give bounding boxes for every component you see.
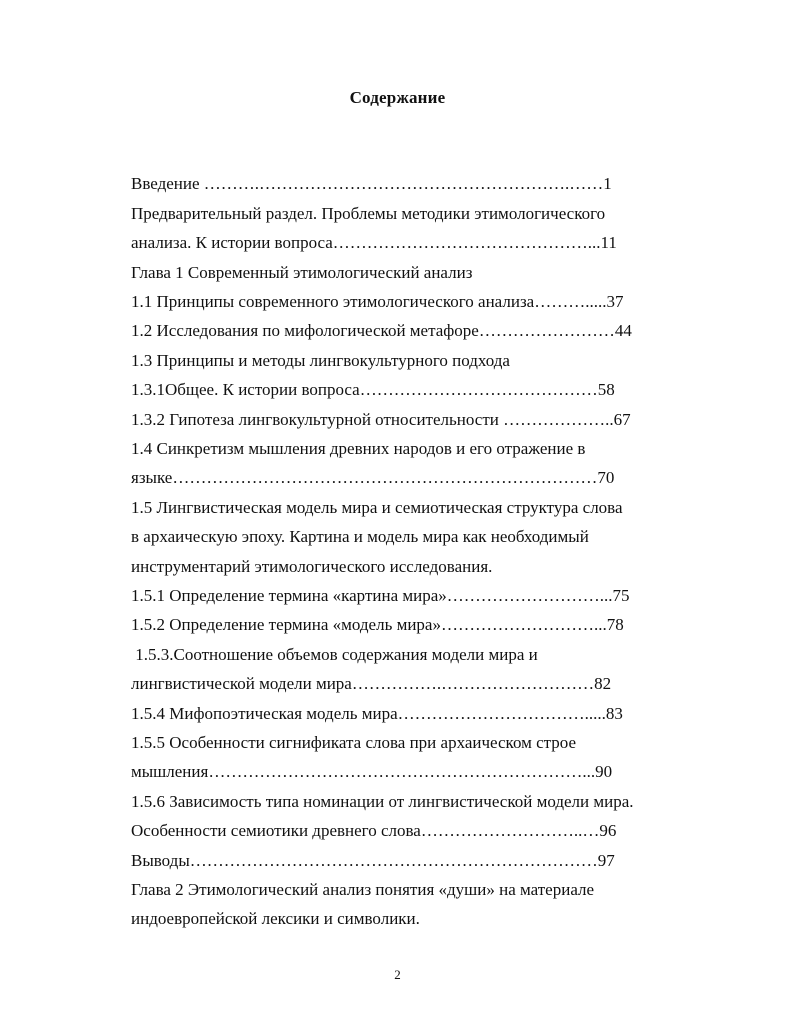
page-title: Содержание bbox=[349, 88, 446, 107]
toc-line-1-5-6-b: Особенности семиотики древнего слова………………………..…96 bbox=[131, 821, 617, 840]
toc-line-1-5-3-b: лингвистической модели мира…………….………………………82 bbox=[131, 674, 612, 693]
toc-line-introduction: Введение ……….……………………………………………….……1 bbox=[131, 174, 612, 193]
toc-line-1-5-b: в архаическую эпоху. Картина и модель мира как необходимый bbox=[131, 527, 589, 546]
toc-line-1-5-a: 1.5 Лингвистическая модель мира и семиотическая структура слова bbox=[131, 498, 623, 517]
toc-line-1-5-2: 1.5.2 Определение термина «модель мира»………………………...78 bbox=[131, 615, 624, 634]
toc-line-1-1: 1.1 Принципы современного этимологического анализа……….....37 bbox=[131, 292, 624, 311]
toc-line-1-5-5-a: 1.5.5 Особенности сигнификата слова при архаическом строе bbox=[131, 733, 577, 752]
toc-line-1-5-c: инструментарий этимологического исследования. bbox=[131, 557, 493, 576]
toc-line-1-5-1: 1.5.1 Определение термина «картина мира»………………………...75 bbox=[131, 586, 630, 605]
toc-line-1-5-6-a: 1.5.6 Зависимость типа номинации от лингвистической модели мира. bbox=[131, 792, 634, 811]
toc-line-1-2: 1.2 Исследования по мифологической метафоре……………………44 bbox=[131, 321, 632, 340]
toc-line-preliminary-2: анализа. К истории вопроса………………………………………...11 bbox=[131, 233, 617, 252]
toc-line-chapter-2-b: индоевропейской лексики и символики. bbox=[131, 909, 420, 928]
toc-line-chapter-2-a: Глава 2 Этимологический анализ понятия «души» на материале bbox=[131, 880, 595, 899]
toc-line-1-5-4: 1.5.4 Мифопоэтическая модель мира…………………………….....83 bbox=[131, 704, 623, 723]
toc-line-1-4-a: 1.4 Синкретизм мышления древних народов и его отражение в bbox=[131, 439, 586, 458]
toc-line-1-3: 1.3 Принципы и методы лингвокультурного подхода bbox=[131, 351, 510, 370]
toc-line-1-4-b: языке…………………………………………………………………70 bbox=[131, 468, 615, 487]
page-number: 2 bbox=[394, 967, 401, 982]
toc-line-chapter-1: Глава 1 Современный этимологический анализ bbox=[131, 263, 473, 282]
toc-line-1-5-3-a: 1.5.3.Соотношение объемов содержания модели мира и bbox=[131, 645, 538, 664]
toc-line-1-5-5-b: мышления…………………………………………………………...90 bbox=[131, 762, 613, 781]
toc-line-1-3-2: 1.3.2 Гипотеза лингвокультурной относительности ………………..67 bbox=[131, 410, 631, 429]
toc-line-text: Предварительный раздел. Проблемы методики этимологического bbox=[131, 204, 606, 223]
toc-line-preliminary-1 bbox=[131, 203, 649, 225]
toc-line-conclusions: Выводы………………………………………………………………97 bbox=[131, 851, 615, 870]
toc-line-1-3-1: 1.3.1Общее. К истории вопроса……………………………………58 bbox=[131, 380, 615, 399]
